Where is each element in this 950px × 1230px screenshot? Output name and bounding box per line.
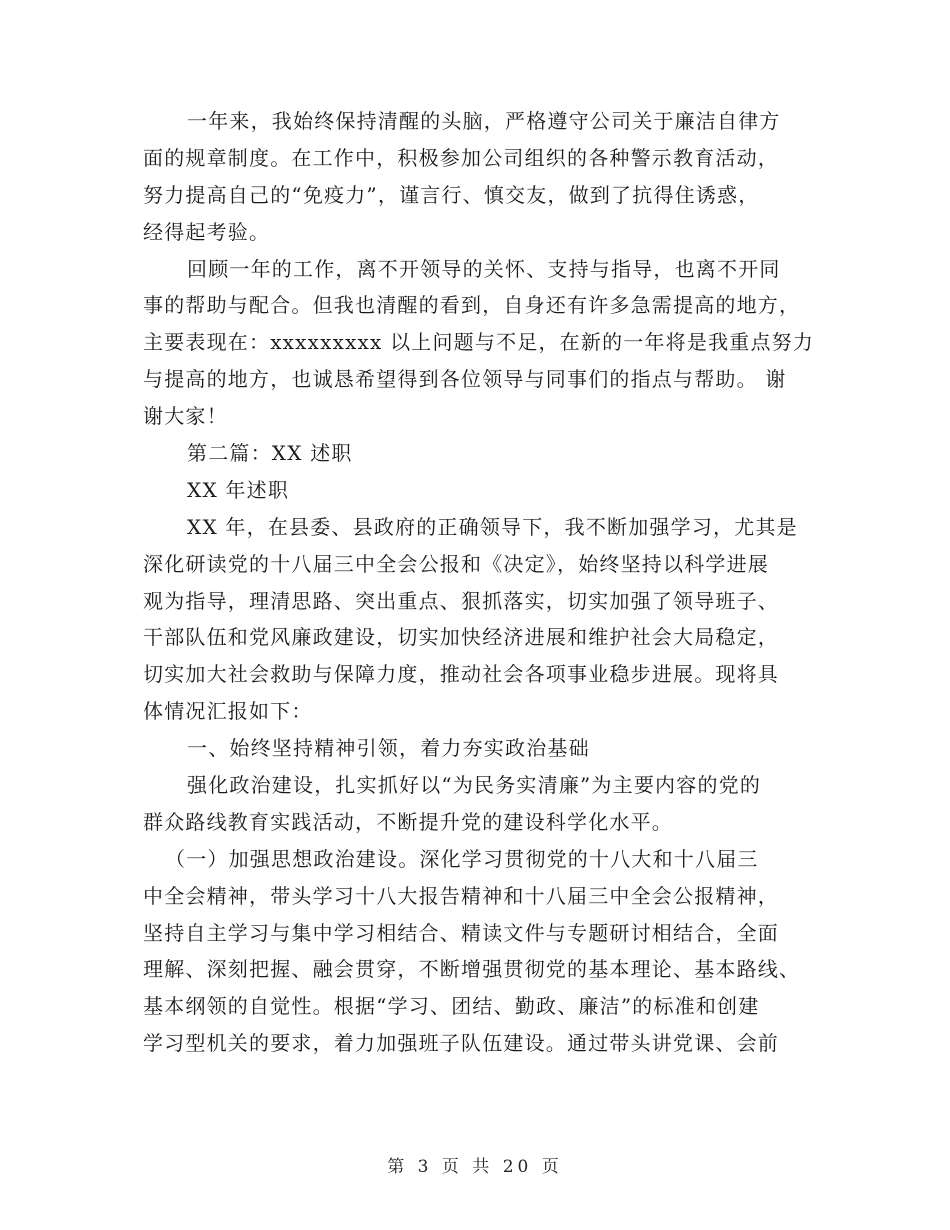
paragraph-line: 与提高的地方，也诚恳希望得到各位领导与同事们的指点与帮助。 谢 [143,367,787,392]
paragraph-line: 深化研读党的十八届三中全会公报和《决定》，始终坚持以科学进展 [143,551,769,576]
paragraph-line: 学习型机关的要求，着力加强班子队伍建设。通过带头讲党课、会前 [143,1031,779,1056]
paragraph-line: 主要表现在：xxxxxxxxx 以上问题与不足，在新的一年将是我重点努力 [143,330,815,355]
paragraph-line: 事的帮助与配合。但我也清醒的看到，自身还有许多急需提高的地方， [143,293,801,318]
paragraph-line: 理解、深刻把握、融会贯穿，不断增强贯彻党的基本理论、基本路线、 [143,957,801,982]
paragraph-line: 坚持自主学习与集中学习相结合、精读文件与专题研讨相结合，全面 [143,920,779,945]
paragraph-line: 努力提高自己的“免疫力”，谨言行、慎交友，做到了抗得住诱惑， [143,182,760,207]
page-number-footer: 第 3 页 共 20 页 [387,1157,563,1177]
paragraph-line: 强化政治建设，扎实抓好以“为民务实清廉”为主要内容的党的 [187,773,762,798]
paragraph-line: （一）加强思想政治建设。深化学习贯彻党的十八大和十八届三 [165,846,759,871]
paragraph-line: 经得起考验。 [143,219,271,244]
document-title: XX 年述职 [187,477,290,502]
paragraph-line: 一年来，我始终保持清醒的头脑，严格遵守公司关于廉洁自律方 [187,109,781,133]
document-body [143,103,815,1062]
section-heading: 第二篇：XX 述职 [187,441,353,466]
paragraph-line: 回顾一年的工作，离不开领导的关怀、支持与指导，也离不开同 [187,256,781,281]
section-heading: 一、始终坚持精神引领，着力夯实政治基础 [187,736,590,761]
paragraph-line: 谢大家！ [143,404,228,429]
paragraph-line: 干部队伍和党风廉政建设，切实加快经济进展和维护社会大局稳定， [143,625,779,650]
paragraph-line: 观为指导，理清思路、突出重点、狠抓落实，切实加强了领导班子、 [143,588,779,613]
paragraph-line: 体情况汇报如下： [143,699,313,724]
paragraph-line: 中全会精神，带头学习十八大报告精神和十八届三中全会公报精神， [143,883,779,908]
paragraph-line: 面的规章制度。在工作中，积极参加公司组织的各种警示教育活动， [143,145,779,170]
paragraph-line: XX 年，在县委、县政府的正确领导下，我不断加强学习，尤其是 [187,514,798,539]
paragraph-line: 群众路线教育实践活动，不断提升党的建设科学化水平。 [143,809,673,834]
paragraph-line: 切实加大社会救助与保障力度，推动社会各项事业稳步进展。现将具 [143,662,779,687]
paragraph-line: 基本纲领的自觉性。根据“学习、团结、勤政、廉洁”的标准和创建 [143,994,760,1019]
